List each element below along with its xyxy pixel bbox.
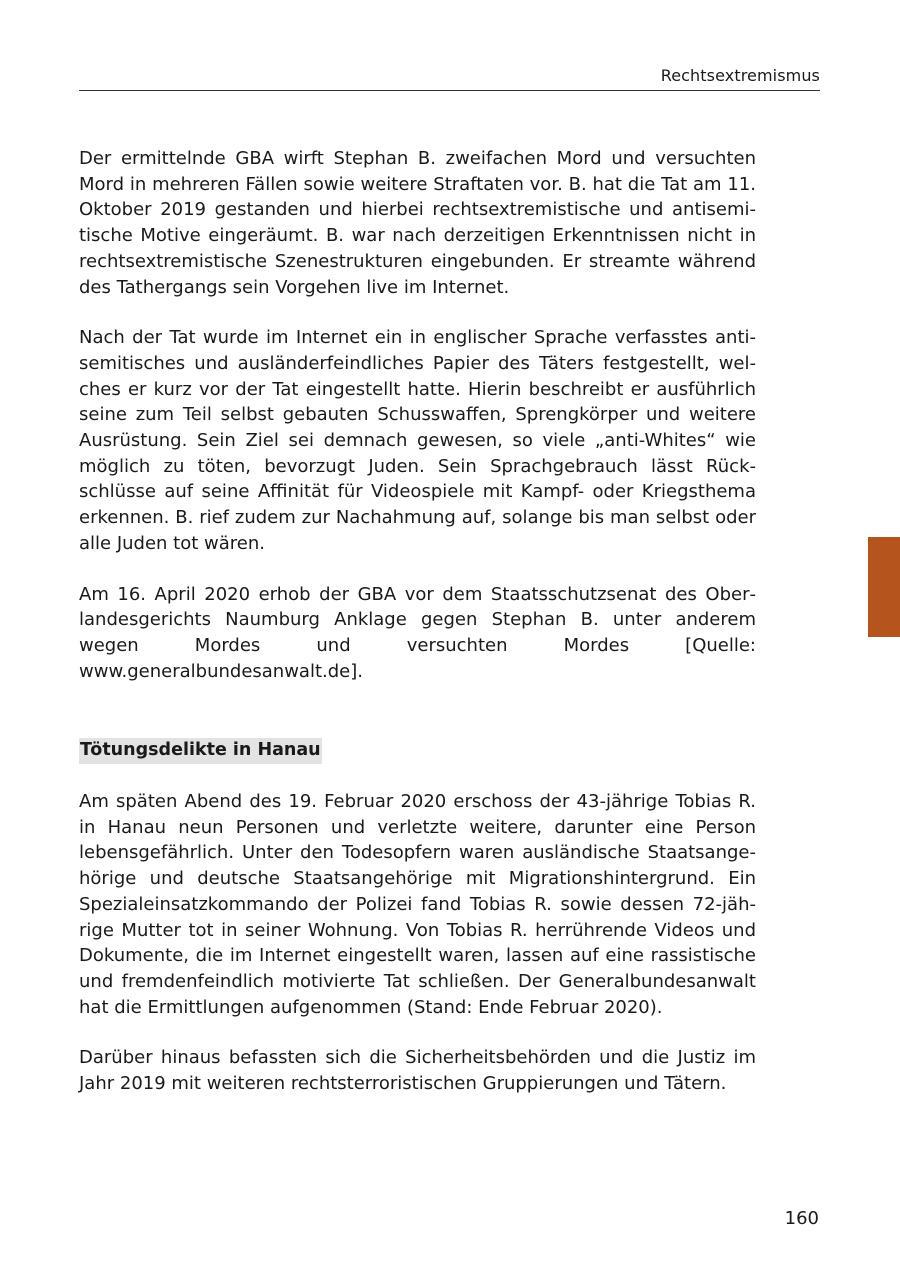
paragraph: Darüber hinaus befassten sich die Sicherheitsbehörden und die Justiz im Jahr 2019 mit weiteren rechtsterroristischen Gruppierungen und Tätern. [79,1047,756,1095]
running-header-title: Rechtsextremismus [660,66,820,85]
section-heading: Tötungsdelikte in Hanau [79,738,322,764]
page-number: 160 [784,1208,819,1229]
paragraph: Am 16. April 2020 erhob der GBA vor dem Staatsschutzsenat des Oberlandesgerichts Naumburg Anklage gegen Stephan B. unter anderem wegen Mordes und versuchten Mordes [Quelle: www.generalbundesanwalt.de]. [79,583,756,682]
paragraph: Am späten Abend des 19. Februar 2020 erschoss der 43-jährige Tobias R. in Hanau neun Personen und verletzte weitere, darunter eine Person lebensgefährlich. Unter den Todesopfern waren ausländische Staatsangehörige und deutsche Staatsangehörige mit Migrationshintergrund. Ein Spezialeinsatzkommando der Polizei fand Tobias R. sowie dessen 72-jährige Mutter tot in seiner Wohnung. Von Tobias R. herrührende Videos und Dokumente, die im Internet eingestellt waren, lassen auf eine rassistische und fremdenfeindlich motivierte Tat schließen. Der Generalbundesanwalt hat die Ermittlungen aufgenommen (Stand: Ende Februar 2020). [79,791,756,1018]
chapter-tab-marker [868,537,900,637]
paragraph: Nach der Tat wurde im Internet ein in englischer Sprache verfasstes antisemitisches und ausländerfeindliches Papier des Täters festgestellt, welches er kurz vor der Tat eingestellt hatte. Hierin beschreibt er ausführlich seine zum Teil selbst gebauten Schusswaffen, Sprengkörper und weitere Ausrüstung. Sein Ziel sei demnach gewesen, so viele „anti-Whites“ wie möglich zu töten, bevorzugt Juden. Sein Sprachgebrauch lässt Rückschlüsse auf seine Affinität für Videospiele mit Kampf- oder Kriegsthema erkennen. B. rief zudem zur Nachahmung auf, solange bis man selbst oder alle Juden tot wären. [79,327,756,554]
running-header [79,62,820,91]
section-heading-wrapper [79,737,756,764]
page-body [79,146,756,1122]
paragraph: Der ermittelnde GBA wirft Stephan B. zweifachen Mord und versuchten Mord in mehreren Fällen sowie weitere Straftaten vor. B. hat die Tat am 11. Oktober 2019 gestanden und hierbei rechtsextremistische und antisemitische Motive eingeräumt. B. war nach derzeitigen Erkenntnissen nicht in rechtsextremistische Szenestrukturen eingebunden. Er streamte während des Tathergangs sein Vorgehen live im Internet. [79,148,756,298]
